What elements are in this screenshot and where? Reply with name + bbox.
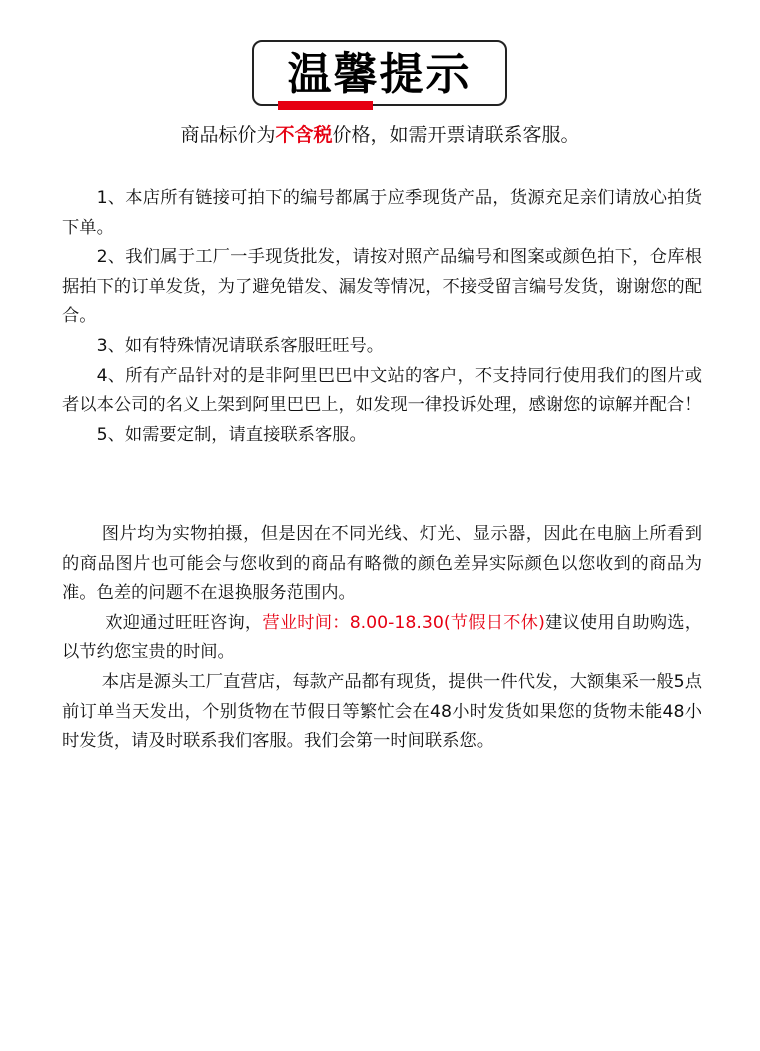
price-notice-suffix: 价格，如需开票请联系客服。: [332, 124, 580, 146]
notice-item-5: 5、如需要定制，请直接联系客服。: [96, 424, 367, 445]
details-section: [62, 520, 702, 757]
consult-suffix: 建议使用自助购选，以节约您宝贵的时间。: [62, 612, 702, 663]
price-notice: [0, 118, 760, 152]
title-accent-bar: [278, 101, 373, 110]
notice-item-2: 2、我们属于工厂一手现货批发，请按对照产品编号和图案或颜色拍下，仓库根据拍下的订单发货，为了避免错发、漏发等情况，不接受留言编号发货，谢谢您的配合。: [62, 247, 702, 327]
price-notice-prefix: 商品标价为: [180, 124, 276, 146]
consult-prefix: 欢迎通过旺旺咨询，: [105, 612, 263, 633]
notice-item-1: 1、本店所有链接可拍下的编号都属于应季现货产品，货源充足亲们请放心拍货下单。: [62, 188, 702, 238]
notice-list: [62, 184, 702, 450]
title-box: [252, 40, 507, 106]
business-hours: 营业时间：8.00-18.30(节假日不休): [262, 612, 545, 633]
notice-item-4: 4、所有产品针对的是非阿里巴巴中文站的客户，不支持同行使用我们的图片或者以本公司的名义上架到阿里巴巴上，如发现一律投诉处理，感谢您的谅解并配合！: [62, 365, 702, 416]
notice-item-3: 3、如有特殊情况请联系客服旺旺号。: [96, 335, 385, 356]
photo-color-note: 图片均为实物拍摄，但是因在不同光线、灯光、显示器，因此在电脑上所看到的商品图片也可能会与您收到的商品有略微的颜色差异实际颜色以您收到的商品为准。色差的问题不在退换服务范围内。: [62, 524, 702, 604]
tax-exclusive-highlight: 不含税: [275, 124, 333, 146]
consult-note: [62, 609, 702, 668]
page-title: 温馨提示: [287, 49, 472, 100]
shipping-note: 本店是源头工厂直营店，每款产品都有现货，提供一件代发，大额集采一般5点前订单当天发出，个别货物在节假日等繁忙会在48小时发货如果您的货物未能48小时发货，请及时联系我们客服。我们会第一时间联系您。: [62, 671, 702, 752]
